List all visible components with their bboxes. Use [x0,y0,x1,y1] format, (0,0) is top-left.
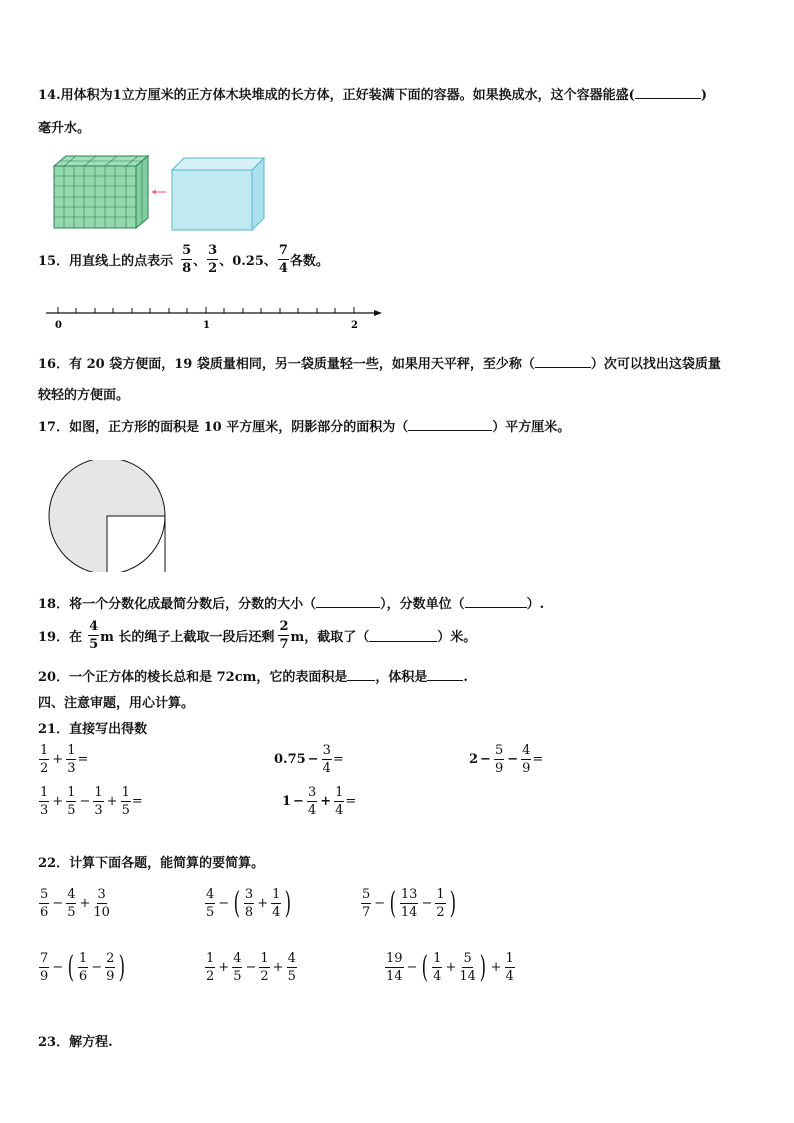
tick-label-1: 1 [203,320,210,331]
tick-label-0: 0 [55,320,62,331]
q23-title: 23．解方程. [38,1035,113,1050]
fraction: $\frac{2}{7}$ [279,619,289,652]
q17-line: 17．如图，正方形的面积是 10 平方厘米，阴影部分的面积为（ ）平方厘米。 [38,420,571,435]
q22-expr-d: $\frac{7}{9}$ − ( $\frac{1}{6}$ − $\frac{2}{9}$ ) [40,949,126,985]
answer-blank[interactable] [427,668,463,681]
q21-expr-4: $\frac{1}{3}$ + $\frac{1}{5}$ − $\frac{1}{3}$ + $\frac{1}{5}$ = [40,785,143,818]
q21-expr-2: 0.75 − $\frac{3}{4}$ = [274,743,344,776]
answer-blank[interactable] [347,668,375,681]
q22-expr-e: $\frac{1}{2}$ + $\frac{4}{5}$ − $\frac{1}{2}$ + $\frac{4}{5}$ [206,951,296,984]
q20-line: 20．一个正方体的棱长总和是 72cm，它的表面积是 ，体积是 . [38,670,468,685]
section-heading: 四、注意审题，用心计算。 [38,696,195,711]
tick-label-2: 2 [351,320,358,331]
q22-title: 22．计算下面各题，能简算的要简算。 [38,856,265,871]
q21-title: 21．直接写出得数 [38,722,148,737]
answer-blank[interactable] [635,86,701,99]
q18-line: 18．将一个分数化成最简分数后，分数的大小（ ），分数单位（ ）. [38,597,545,612]
unit-cube-block [54,156,148,228]
q22-expr-a: $\frac{5}{6}$ − $\frac{4}{5}$ + $\frac{3}{10}$ [40,887,110,920]
fraction: $\frac{4}{5}$ [89,619,99,652]
fraction: $\frac{3}{2}$ [208,243,218,276]
answer-blank[interactable] [369,629,437,642]
q22-expr-f: $\frac{19}{14}$ − ( $\frac{1}{4}$ + $\frac{5}{14}$ ) + $\frac{1}{4}$ [386,949,514,985]
fraction: $\frac{7}{4}$ [278,243,288,276]
q14-line2: 毫升水。 [38,121,91,136]
q21-expr-1: $\frac{1}{2}$ + $\frac{1}{3}$ = [40,743,89,776]
answer-blank[interactable] [465,595,527,608]
arrow-icon [151,190,166,195]
answer-blank[interactable] [408,418,492,431]
q19-line: 19．在 $\frac{4}{5}$ m 长的绳子上截取一段后还剩 $\frac{2}{7}$ m，截取了（ ）米。 [38,619,477,652]
q16-line1: 16．有 20 袋方便面，19 袋质量相同，另一袋质量轻一些，如果用天平秤，至少称（ ）次可以找出这袋质量 [38,357,721,372]
q22-expr-c: $\frac{5}{7}$ − ( $\frac{13}{14}$ − $\frac{1}{2}$ ) [362,885,456,921]
q17-figure [44,460,170,572]
arrow-head-icon [374,310,382,316]
q21-expr-5: 1 − $\frac{3}{4}$ + $\frac{1}{4}$ = [282,785,357,818]
q21-expr-3: 2 − $\frac{5}{9}$ − $\frac{4}{9}$ = [469,743,544,776]
q22-expr-b: $\frac{4}{5}$ − ( $\frac{3}{8}$ + $\frac{1}{4}$ ) [206,885,292,921]
fraction: $\frac{5}{8}$ [182,243,192,276]
number-line [38,300,388,334]
q16-line2: 较轻的方便面。 [38,388,130,403]
q14-figure [38,150,278,234]
q14-line1: 14.用体积为1立方厘米的正方体木块堆成的长方体，正好装满下面的容器。如果换成水，这个容器能盛( ) [38,88,707,103]
answer-blank[interactable] [535,355,591,368]
q15-line: 15．用直线上的点表示 $\frac{5}{8}$ 、 $\frac{3}{2}$ 、0.25、 $\frac{7}{4}$ 各数。 [38,243,329,276]
container-box [172,158,264,230]
answer-blank[interactable] [316,595,380,608]
